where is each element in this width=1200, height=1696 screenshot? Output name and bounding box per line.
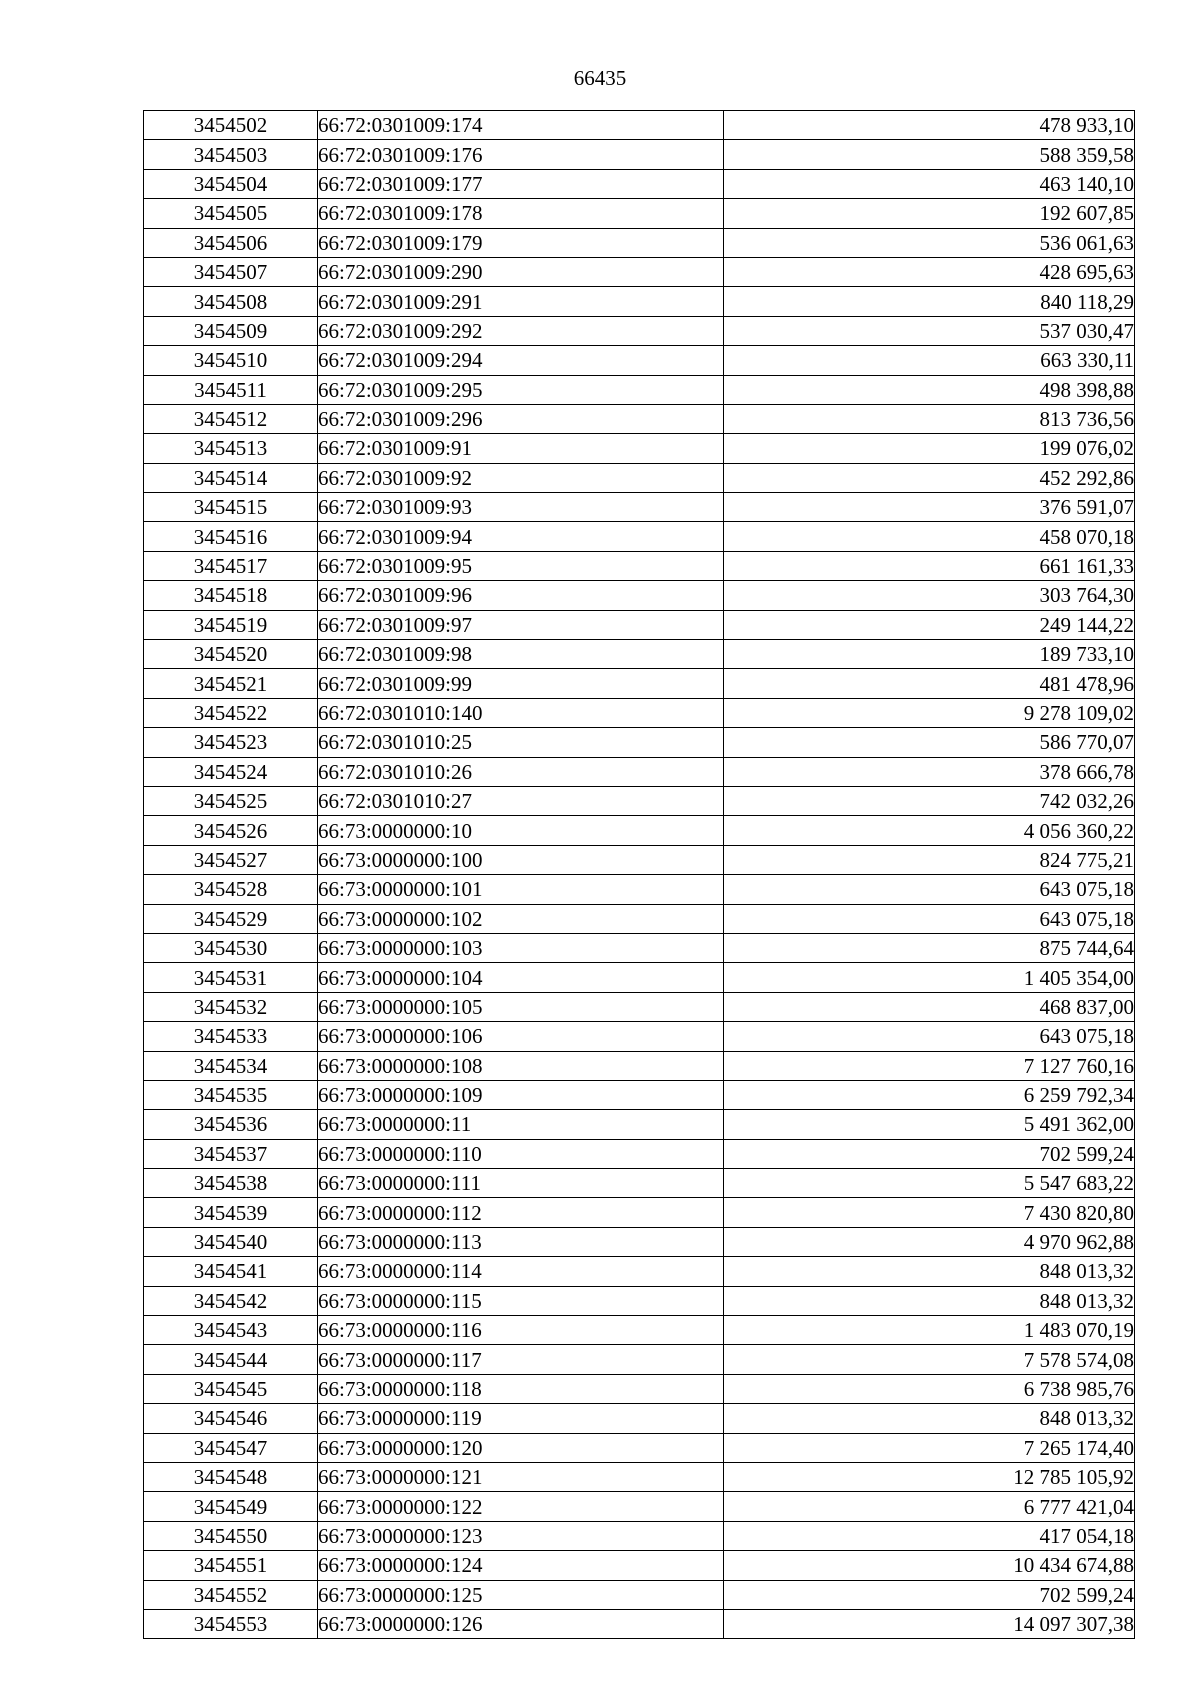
cadastral-value-cell: 417 054,18 [724,1521,1135,1550]
row-number-cell: 3454546 [144,1404,318,1433]
table-row [144,1110,1135,1139]
cadastral-number-cell: 66:73:0000000:100 [318,845,724,874]
table-row [144,375,1135,404]
cadastral-value-cell: 498 398,88 [724,375,1135,404]
table-row [144,1022,1135,1051]
cadastral-value-cell: 428 695,63 [724,257,1135,286]
table-row [144,875,1135,904]
row-number-cell: 3454520 [144,640,318,669]
cadastral-number-cell: 66:72:0301009:94 [318,522,724,551]
row-number-cell: 3454551 [144,1551,318,1580]
table-row [144,1374,1135,1403]
cadastral-number-cell: 66:72:0301010:140 [318,698,724,727]
cadastral-value-cell: 5 547 683,22 [724,1169,1135,1198]
cadastral-value-cell: 7 265 174,40 [724,1433,1135,1462]
row-number-cell: 3454539 [144,1198,318,1227]
row-number-cell: 3454512 [144,404,318,433]
cadastral-value-cell: 378 666,78 [724,757,1135,786]
cadastral-value-cell: 663 330,11 [724,346,1135,375]
row-number-cell: 3454505 [144,199,318,228]
table-row [144,845,1135,874]
cadastral-number-cell: 66:73:0000000:105 [318,992,724,1021]
cadastral-number-cell: 66:73:0000000:120 [318,1433,724,1462]
cadastral-number-cell: 66:72:0301010:25 [318,728,724,757]
row-number-cell: 3454532 [144,992,318,1021]
table-row [144,1492,1135,1521]
table-row [144,404,1135,433]
row-number-cell: 3454530 [144,933,318,962]
table-row [144,169,1135,198]
table-body [144,111,1135,1639]
cadastral-number-cell: 66:72:0301009:296 [318,404,724,433]
cadastral-value-cell: 742 032,26 [724,786,1135,815]
cadastral-number-cell: 66:73:0000000:113 [318,1227,724,1256]
cadastral-value-cell: 813 736,56 [724,404,1135,433]
table-row [144,1080,1135,1109]
cadastral-number-cell: 66:73:0000000:122 [318,1492,724,1521]
cadastral-value-cell: 249 144,22 [724,610,1135,639]
row-number-cell: 3454547 [144,1433,318,1462]
cadastral-value-cell: 12 785 105,92 [724,1462,1135,1491]
cadastral-number-cell: 66:73:0000000:109 [318,1080,724,1109]
row-number-cell: 3454521 [144,669,318,698]
row-number-cell: 3454533 [144,1022,318,1051]
cadastral-value-cell: 452 292,86 [724,463,1135,492]
table-row [144,257,1135,286]
cadastral-value-cell: 376 591,07 [724,493,1135,522]
cadastral-number-cell: 66:72:0301010:26 [318,757,724,786]
row-number-cell: 3454508 [144,287,318,316]
cadastral-number-cell: 66:72:0301010:27 [318,786,724,815]
table-row [144,1404,1135,1433]
table-row [144,1609,1135,1638]
row-number-cell: 3454503 [144,140,318,169]
cadastral-value-cell: 199 076,02 [724,434,1135,463]
cadastral-value-cell: 5 491 362,00 [724,1110,1135,1139]
row-number-cell: 3454523 [144,728,318,757]
row-number-cell: 3454550 [144,1521,318,1550]
cadastral-number-cell: 66:72:0301009:95 [318,551,724,580]
cadastral-value-cell: 6 777 421,04 [724,1492,1135,1521]
row-number-cell: 3454540 [144,1227,318,1256]
cadastral-number-cell: 66:73:0000000:116 [318,1316,724,1345]
row-number-cell: 3454514 [144,463,318,492]
cadastral-value-cell: 643 075,18 [724,904,1135,933]
cadastral-number-cell: 66:73:0000000:10 [318,816,724,845]
cadastral-value-cell: 192 607,85 [724,199,1135,228]
cadastral-value-cell: 481 478,96 [724,669,1135,698]
cadastral-number-cell: 66:73:0000000:112 [318,1198,724,1227]
cadastral-number-cell: 66:72:0301009:93 [318,493,724,522]
table-row [144,111,1135,140]
table-row [144,1169,1135,1198]
table-row [144,1198,1135,1227]
table-row [144,816,1135,845]
table-row [144,1257,1135,1286]
row-number-cell: 3454522 [144,698,318,727]
cadastral-number-cell: 66:72:0301009:96 [318,581,724,610]
cadastral-number-cell: 66:72:0301009:292 [318,316,724,345]
row-number-cell: 3454507 [144,257,318,286]
table-row [144,698,1135,727]
row-number-cell: 3454510 [144,346,318,375]
row-number-cell: 3454545 [144,1374,318,1403]
cadastral-value-cell: 586 770,07 [724,728,1135,757]
table-row [144,1580,1135,1609]
table-row [144,669,1135,698]
cadastral-value-table [143,110,1135,1639]
cadastral-value-cell: 702 599,24 [724,1580,1135,1609]
cadastral-value-cell: 189 733,10 [724,640,1135,669]
table-row [144,610,1135,639]
cadastral-value-cell: 7 578 574,08 [724,1345,1135,1374]
cadastral-number-cell: 66:72:0301009:92 [318,463,724,492]
row-number-cell: 3454552 [144,1580,318,1609]
table-row [144,1433,1135,1462]
table-row [144,551,1135,580]
cadastral-value-cell: 478 933,10 [724,111,1135,140]
table-row [144,933,1135,962]
cadastral-value-cell: 303 764,30 [724,581,1135,610]
cadastral-value-cell: 848 013,32 [724,1286,1135,1315]
cadastral-number-cell: 66:73:0000000:11 [318,1110,724,1139]
cadastral-number-cell: 66:72:0301009:294 [318,346,724,375]
row-number-cell: 3454531 [144,963,318,992]
row-number-cell: 3454515 [144,493,318,522]
table-row [144,640,1135,669]
cadastral-number-cell: 66:72:0301009:295 [318,375,724,404]
row-number-cell: 3454529 [144,904,318,933]
cadastral-value-cell: 537 030,47 [724,316,1135,345]
table-row [144,1227,1135,1256]
row-number-cell: 3454535 [144,1080,318,1109]
row-number-cell: 3454519 [144,610,318,639]
table-row [144,786,1135,815]
table-row [144,1316,1135,1345]
cadastral-number-cell: 66:72:0301009:97 [318,610,724,639]
row-number-cell: 3454542 [144,1286,318,1315]
table-row [144,1345,1135,1374]
cadastral-number-cell: 66:73:0000000:119 [318,1404,724,1433]
table-row [144,140,1135,169]
row-number-cell: 3454534 [144,1051,318,1080]
page-number: 66435 [573,66,627,90]
table-row [144,1462,1135,1491]
cadastral-value-cell: 824 775,21 [724,845,1135,874]
row-number-cell: 3454543 [144,1316,318,1345]
cadastral-value-cell: 7 127 760,16 [724,1051,1135,1080]
cadastral-value-cell: 840 118,29 [724,287,1135,316]
table-row [144,199,1135,228]
cadastral-number-cell: 66:73:0000000:117 [318,1345,724,1374]
cadastral-value-cell: 463 140,10 [724,169,1135,198]
cadastral-value-cell: 4 970 962,88 [724,1227,1135,1256]
table-row [144,581,1135,610]
table-row [144,522,1135,551]
table-row [144,1551,1135,1580]
row-number-cell: 3454536 [144,1110,318,1139]
row-number-cell: 3454517 [144,551,318,580]
row-number-cell: 3454509 [144,316,318,345]
row-number-cell: 3454553 [144,1609,318,1638]
cadastral-value-cell: 7 430 820,80 [724,1198,1135,1227]
cadastral-number-cell: 66:73:0000000:124 [318,1551,724,1580]
table-row [144,1521,1135,1550]
table-row [144,1051,1135,1080]
cadastral-number-cell: 66:73:0000000:118 [318,1374,724,1403]
cadastral-number-cell: 66:72:0301009:176 [318,140,724,169]
row-number-cell: 3454516 [144,522,318,551]
table-row [144,434,1135,463]
cadastral-number-cell: 66:72:0301009:174 [318,111,724,140]
cadastral-value-cell: 10 434 674,88 [724,1551,1135,1580]
table-row [144,228,1135,257]
cadastral-number-cell: 66:72:0301009:290 [318,257,724,286]
cadastral-value-cell: 468 837,00 [724,992,1135,1021]
table-row [144,757,1135,786]
row-number-cell: 3454502 [144,111,318,140]
row-number-cell: 3454538 [144,1169,318,1198]
cadastral-number-cell: 66:73:0000000:125 [318,1580,724,1609]
cadastral-value-cell: 536 061,63 [724,228,1135,257]
table-row [144,493,1135,522]
row-number-cell: 3454526 [144,816,318,845]
cadastral-number-cell: 66:73:0000000:103 [318,933,724,962]
cadastral-number-cell: 66:73:0000000:114 [318,1257,724,1286]
cadastral-number-cell: 66:72:0301009:99 [318,669,724,698]
cadastral-number-cell: 66:73:0000000:115 [318,1286,724,1315]
table-row [144,904,1135,933]
table-row [144,728,1135,757]
row-number-cell: 3454511 [144,375,318,404]
cadastral-value-cell: 661 161,33 [724,551,1135,580]
cadastral-number-cell: 66:72:0301009:98 [318,640,724,669]
cadastral-value-cell: 14 097 307,38 [724,1609,1135,1638]
cadastral-number-cell: 66:72:0301009:178 [318,199,724,228]
cadastral-number-cell: 66:72:0301009:91 [318,434,724,463]
cadastral-value-cell: 9 278 109,02 [724,698,1135,727]
table-row [144,1139,1135,1168]
table-row [144,346,1135,375]
cadastral-value-cell: 875 744,64 [724,933,1135,962]
table-row [144,463,1135,492]
cadastral-number-cell: 66:72:0301009:179 [318,228,724,257]
table-row [144,1286,1135,1315]
cadastral-value-cell: 848 013,32 [724,1257,1135,1286]
table-row [144,316,1135,345]
cadastral-number-cell: 66:73:0000000:102 [318,904,724,933]
cadastral-number-cell: 66:73:0000000:104 [318,963,724,992]
cadastral-value-cell: 702 599,24 [724,1139,1135,1168]
cadastral-value-cell: 643 075,18 [724,1022,1135,1051]
cadastral-number-cell: 66:72:0301009:291 [318,287,724,316]
cadastral-value-cell: 643 075,18 [724,875,1135,904]
cadastral-value-cell: 1 483 070,19 [724,1316,1135,1345]
cadastral-value-cell: 1 405 354,00 [724,963,1135,992]
cadastral-number-cell: 66:72:0301009:177 [318,169,724,198]
cadastral-value-cell: 848 013,32 [724,1404,1135,1433]
row-number-cell: 3454513 [144,434,318,463]
table-row [144,963,1135,992]
row-number-cell: 3454537 [144,1139,318,1168]
cadastral-value-cell: 6 738 985,76 [724,1374,1135,1403]
row-number-cell: 3454527 [144,845,318,874]
row-number-cell: 3454518 [144,581,318,610]
cadastral-value-cell: 4 056 360,22 [724,816,1135,845]
cadastral-number-cell: 66:73:0000000:108 [318,1051,724,1080]
row-number-cell: 3454528 [144,875,318,904]
cadastral-value-cell: 458 070,18 [724,522,1135,551]
cadastral-number-cell: 66:73:0000000:126 [318,1609,724,1638]
row-number-cell: 3454541 [144,1257,318,1286]
cadastral-number-cell: 66:73:0000000:111 [318,1169,724,1198]
row-number-cell: 3454548 [144,1462,318,1491]
cadastral-value-cell: 6 259 792,34 [724,1080,1135,1109]
cadastral-value-cell: 588 359,58 [724,140,1135,169]
row-number-cell: 3454544 [144,1345,318,1374]
cadastral-number-cell: 66:73:0000000:123 [318,1521,724,1550]
row-number-cell: 3454525 [144,786,318,815]
row-number-cell: 3454524 [144,757,318,786]
cadastral-number-cell: 66:73:0000000:110 [318,1139,724,1168]
row-number-cell: 3454549 [144,1492,318,1521]
row-number-cell: 3454504 [144,169,318,198]
table-row [144,992,1135,1021]
row-number-cell: 3454506 [144,228,318,257]
cadastral-number-cell: 66:73:0000000:121 [318,1462,724,1491]
cadastral-number-cell: 66:73:0000000:101 [318,875,724,904]
table-row [144,287,1135,316]
cadastral-number-cell: 66:73:0000000:106 [318,1022,724,1051]
